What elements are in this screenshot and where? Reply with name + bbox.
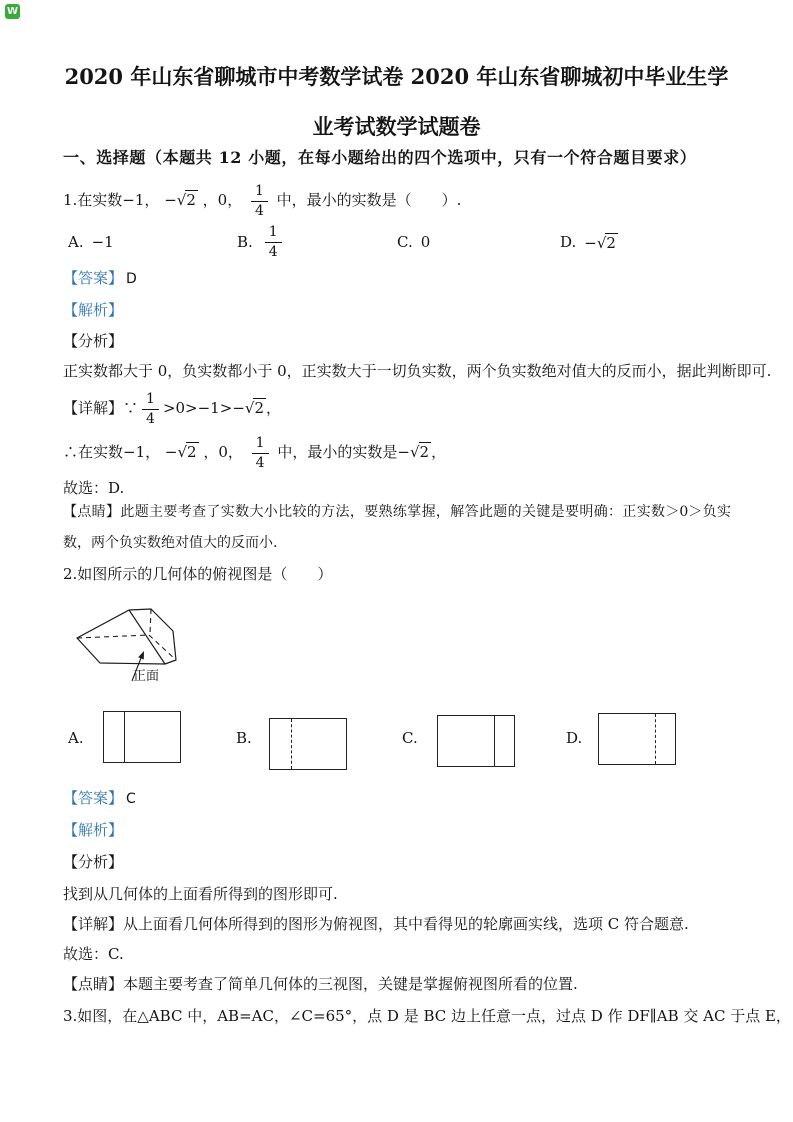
front-face-arrow-icon — [138, 651, 144, 660]
q2-option-a-rect — [103, 711, 181, 763]
q2-options-row — [63, 708, 731, 772]
q2-option-d-label: D. — [566, 729, 583, 747]
q1-option-b-label: B. — [237, 233, 253, 251]
q1-detail-line1: 【详解】∵ $\frac{1}{4}$ >0>−1>−√2 ， — [63, 391, 282, 427]
q2-analysis-text: 找到从几何体的上面看所得到的图形即可. — [63, 885, 338, 903]
q1-fenxi-line: 【分析】 — [63, 332, 124, 350]
q2-answer-line — [63, 788, 731, 810]
q1-option-b — [237, 222, 286, 262]
q1-option-d-value: −√2 — [584, 233, 616, 252]
q1-detail-line2: ∴在实数−1， −√2 ，0， $\frac{1}{4}$ 中，最小的实数是−√2 ， — [63, 435, 447, 471]
page-title-line1: 2020 年山东省聊城市中考数学试卷 2020 年山东省聊城初中毕业生学 — [64, 64, 729, 89]
doc-badge-icon: W — [6, 6, 19, 17]
q1-options-row — [63, 222, 731, 262]
q1-option-a-label: A. — [68, 233, 84, 251]
q1-option-a-value: −1 — [91, 233, 114, 251]
q2-stem: 2.如图所示的几何体的俯视图是（ ） — [63, 565, 333, 583]
q1-option-c-value: 0 — [420, 233, 431, 251]
section-header: 一、选择题（本题共 12 小题，在每小题给出的四个选项中，只有一个符合题目要求） — [63, 148, 697, 167]
q2-option-c-rect — [437, 715, 515, 767]
q1-option-a — [68, 222, 114, 262]
q1-option-d-label: D. — [560, 233, 577, 251]
q1-answer-label: 【答案】 — [63, 269, 124, 287]
q1-conclusion: 故选：D. — [63, 479, 125, 497]
q2-answer-label: 【答案】 — [63, 789, 124, 807]
q2-option-c-divider — [494, 716, 495, 766]
q2-option-a-divider — [124, 712, 125, 762]
q2-option-c-label: C. — [402, 729, 418, 747]
q2-figure-front-label: 正面 — [133, 669, 160, 684]
q3-stem: 3.如图，在△ABC 中，AB=AC，∠C=65°，点 D 是 BC 边上任意一点，过点 D 作 DF∥AB 交 AC 于点 E， — [63, 1007, 791, 1025]
q1-analysis-text: 正实数都大于 0，负实数都小于 0，正实数大于一切负实数，两个负实数绝对值大的反而小，据此判断即可. — [63, 362, 772, 380]
q1-stem: 1.在实数−1， −√2 ，0， $\frac{1}{4}$ 中，最小的实数是（ ）. — [63, 183, 462, 219]
q2-dianjing: 【点睛】本题主要考查了简单几何体的三视图，关键是掌握俯视图所看的位置. — [63, 975, 578, 993]
q2-option-d-rect — [598, 713, 676, 765]
q1-option-c-label: C. — [397, 233, 413, 251]
q2-answer-value: C — [126, 791, 136, 807]
q2-detail-text: 【详解】从上面看几何体所得到的图形为俯视图，其中看得见的轮廓画实线，选项 C 符合题意. — [63, 915, 689, 933]
q2-prism-figure — [65, 595, 215, 695]
q2-conclusion: 故选：C. — [63, 945, 124, 963]
q2-jiexi-label: 【解析】 — [63, 821, 124, 839]
q2-option-d-divider — [655, 714, 656, 764]
q1-answer-line — [63, 268, 731, 290]
q2-jiexi-line — [63, 820, 731, 841]
q1-jiexi-label: 【解析】 — [63, 301, 124, 319]
q1-option-c — [397, 222, 430, 262]
q1-option-b-value: $\frac{1}{4}$ — [261, 224, 286, 259]
q1-dianjing: 【点睛】此题主要考查了实数大小比较的方法，要熟练掌握，解答此题的关键是要明确：正实数＞0＞负实数，两个负实数绝对值大的反而小. — [63, 504, 731, 551]
q2-fenxi-line: 【分析】 — [63, 853, 124, 871]
q1-option-d — [560, 222, 618, 262]
page-title-line2: 业考试数学试题卷 — [312, 114, 481, 139]
q1-answer-value: D — [126, 271, 137, 287]
q2-option-b-label: B. — [236, 729, 252, 747]
q2-option-b-divider — [291, 719, 292, 769]
q2-option-b-rect — [269, 718, 347, 770]
q2-option-a-label: A. — [68, 729, 84, 747]
q1-jiexi-line — [63, 300, 731, 321]
